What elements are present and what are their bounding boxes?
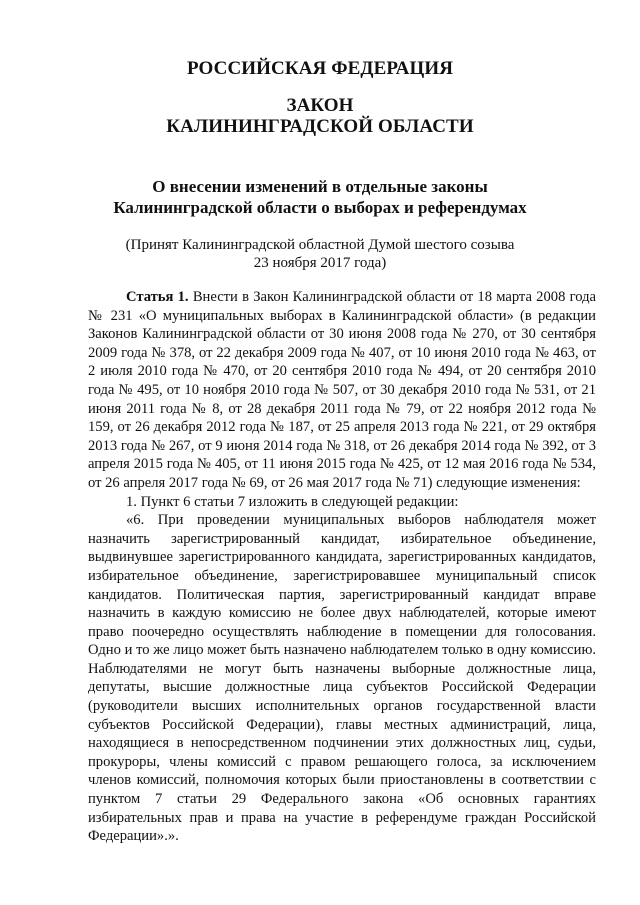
amendment-item-1: 1. Пункт 6 статьи 7 изложить в следующей редакции: [126, 493, 459, 510]
adoption-note-line-2: 23 ноября 2017 года) [253, 255, 387, 271]
region-heading: КАЛИНИНГРАДСКОЙ ОБЛАСТИ [166, 116, 474, 137]
article-1-paragraph [88, 288, 596, 493]
country-heading: РОССИЙСКАЯ ФЕДЕРАЦИЯ [186, 58, 454, 79]
law-heading: ЗАКОН [286, 95, 354, 116]
article-1-text: Внести в Закон Калининградской области от 18 марта 2008 года № 231 «О муниципальных выборах в Калининградской области» (в редакции Законов Калининградской области от 30 июня 2008 года № 270, от 30 сентября 2009 года № 378, от 22 декабря 2009 года № 407, от 10 июня 2010 года № 463, от 2 июля 2010 года № 470, от 20 сентября 2010 года № 494, от 20 сентября 2010 года № 495, от 10 ноября 2010 года № 507, от 30 декабря 2010 года № 531, от 21 июня 2011 года № 8, от 28 декабря 2011 года № 79, от 22 ноября 2012 года № 159, от 26 декабря 2012 года № 187, от 25 апреля 2013 года № 221, от 29 октября 2013 года № 267, от 9 июня 2014 года № 318, от 26 декабря 2014 года № 392, от 3 апреля 2015 года № 405, от 11 июня 2015 года № 425, от 12 мая 2016 года № 534, от 26 апреля 2017 года № 69, от 26 мая 2017 года № 71) следующие изменения: [88, 289, 596, 491]
article-label: Статья 1. [126, 289, 189, 305]
law-title-line-1: О внесении изменений в отдельные законы [152, 177, 488, 196]
law-title-line-2: Калининградской области о выборах и референдумах [113, 198, 527, 217]
amendment-quote: «6. При проведении муниципальных выборов наблюдателя может назначить зарегистрированный кандидат, избирательное объединение, выдвинувшее зарегистрированного кандидата, зарегистрированных кандидатов, избирательное объединение, зарегистрировавшее муниципальный список кандидатов. Политическая партия, зарегистрированный кандидат вправе назначить в каждую комиссию не более двух наблюдателей, которые имеют право поочередно осуществлять наблюдение в помещении для голосования. Одно и то же лицо может быть назначено наблюдателем только в одну комиссию. Наблюдателями не могут быть назначены выборные должностные лица, депутаты, высшие должностные лица субъектов Российской Федерации (руководители высших исполнительных органов государственной власти субъектов Российской Федерации), главы местных администраций, лица, находящиеся в непосредственном подчинении этих должностных лиц, судьи, прокуроры, члены комиссий с правом решающего голоса, за исключением членов комиссий, полномочия которых были приостановлены в соответствии с пунктом 7 статьи 29 Федерального закона «Об основных гарантиях избирательных прав и права на участие в референдуме граждан Российской Федерации».». [88, 512, 596, 845]
law-body [88, 288, 596, 846]
adoption-note-line-1: (Принят Калининградской областной Думой шестого созыва [125, 237, 515, 253]
